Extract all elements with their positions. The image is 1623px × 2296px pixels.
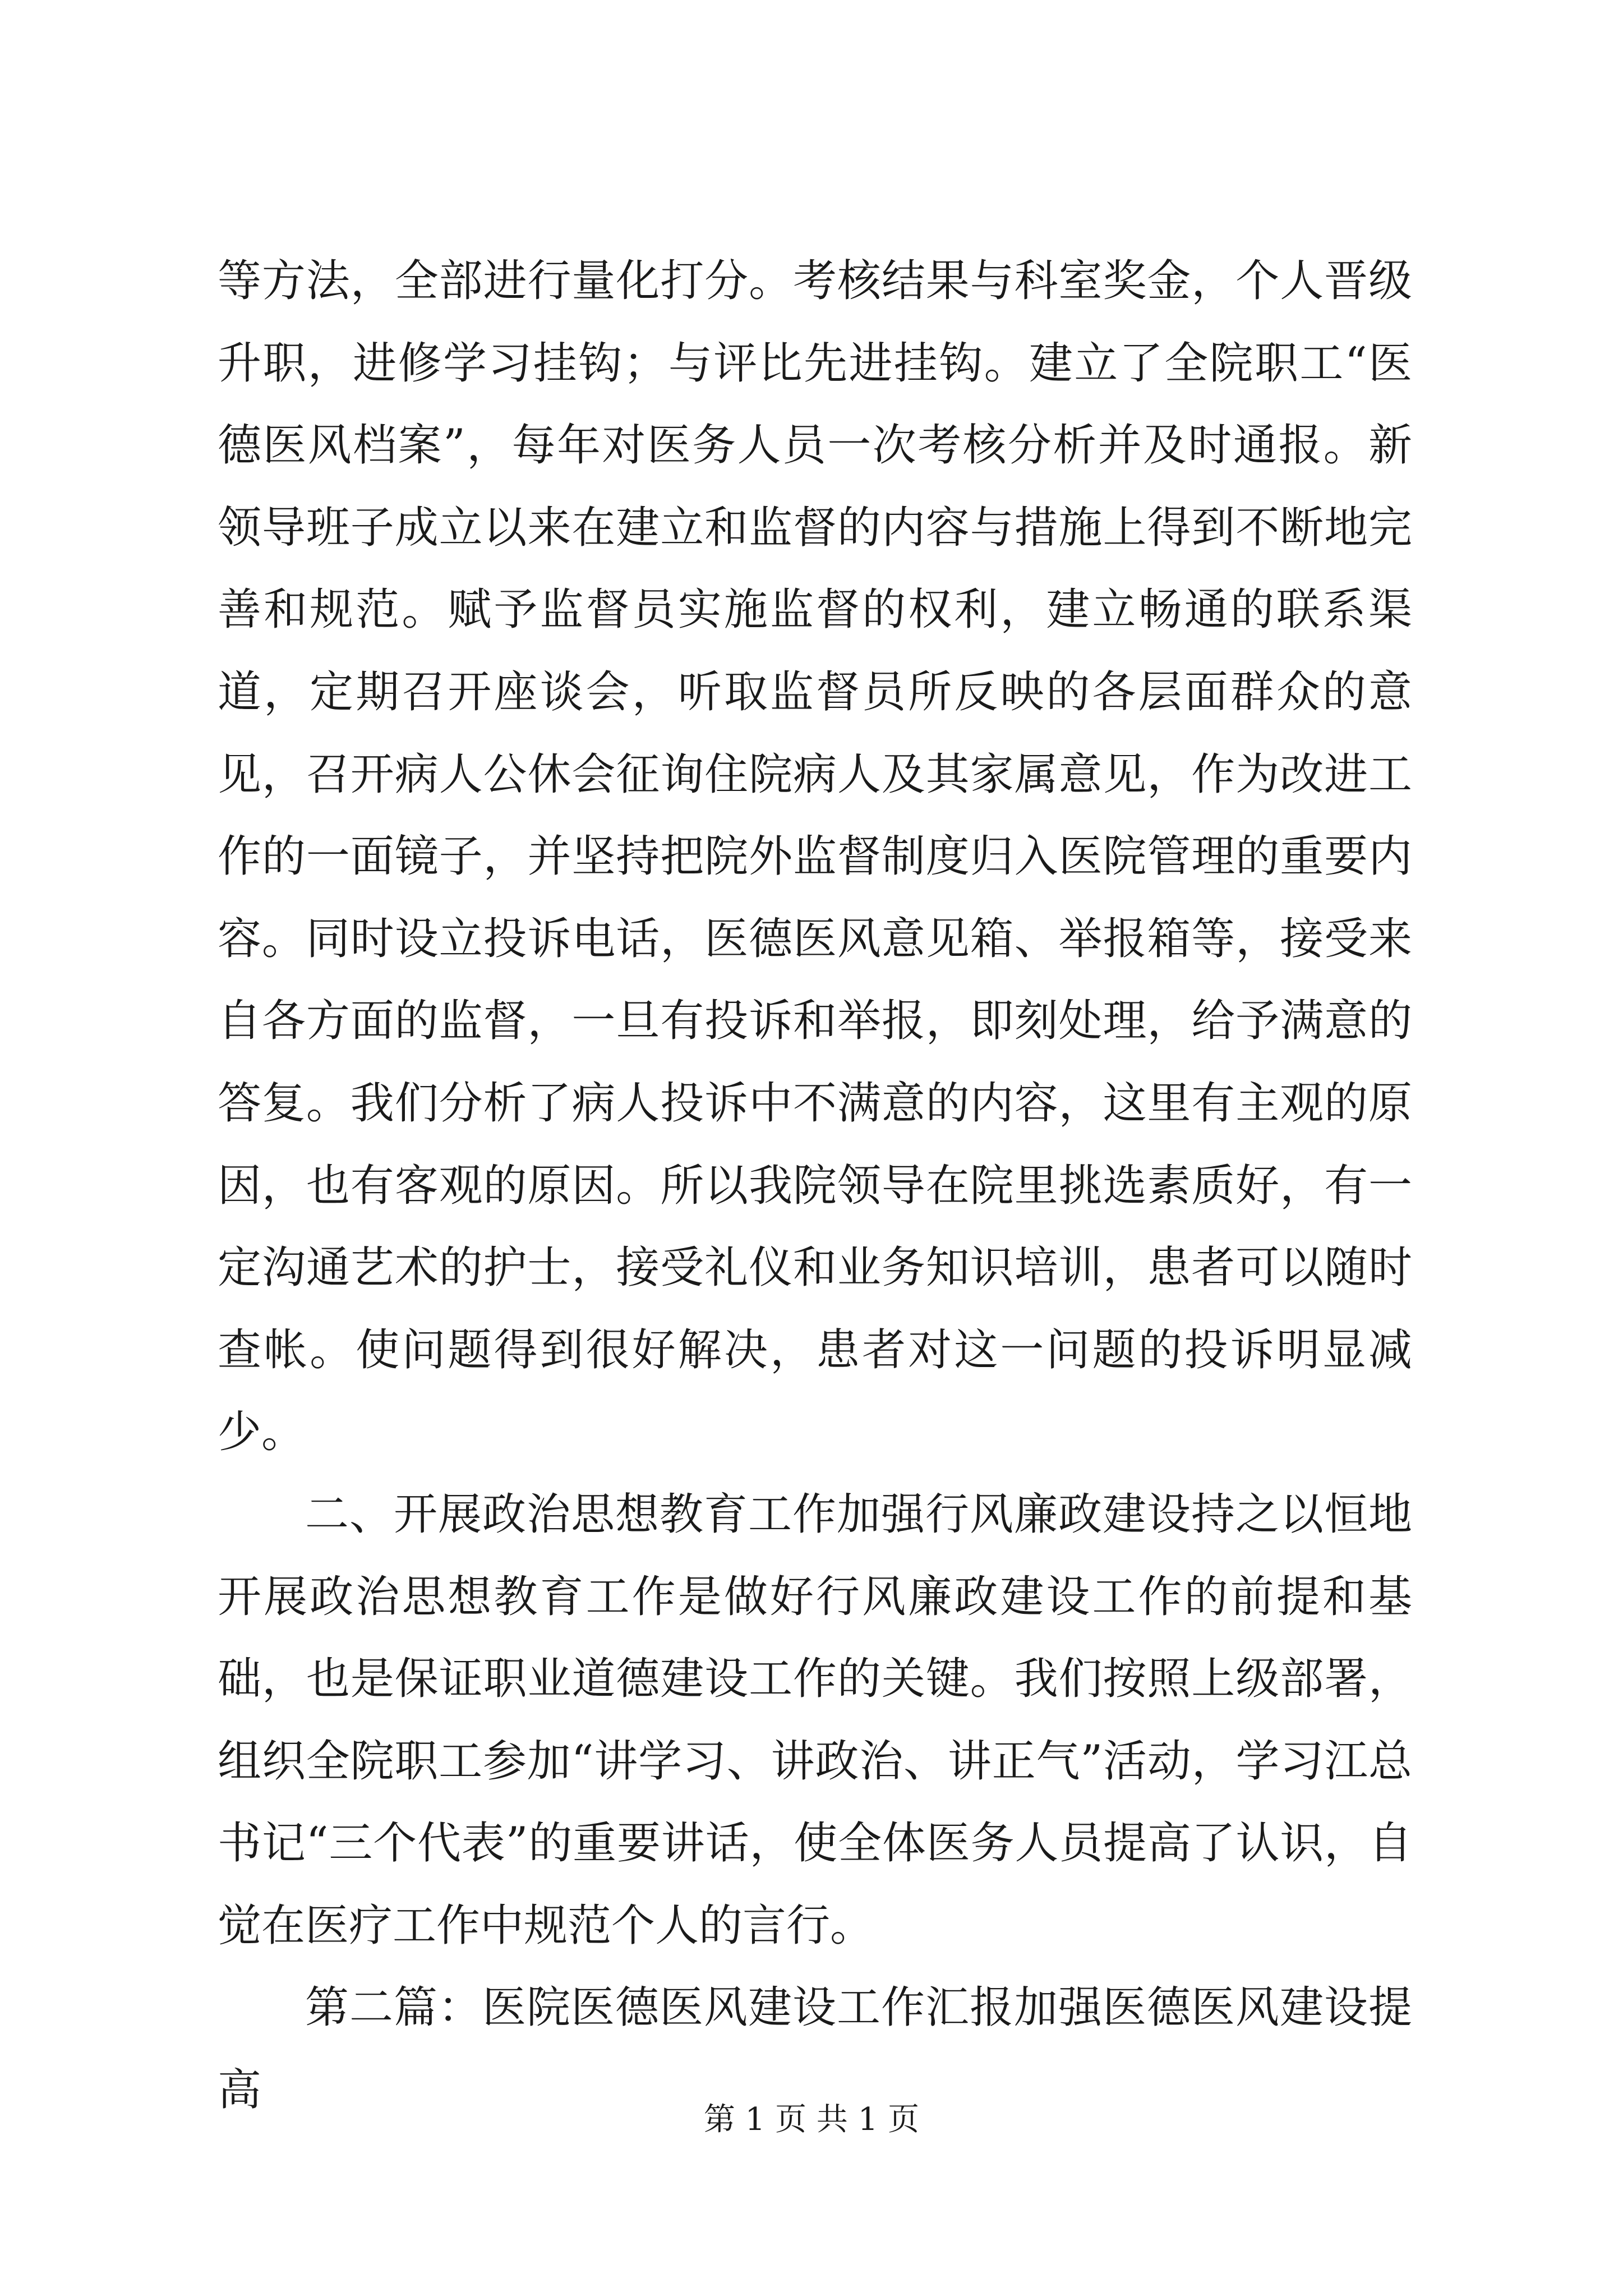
document-body [218, 240, 1412, 2132]
page-footer: 第 1 页 共 1 页 [703, 2101, 920, 2138]
paragraph-2: 二、开展政治思想教育工作加强行风廉政建设持之以恒地开展政治思想教育工作是做好行风廉政建设工作的前提和基础，也是保证职业道德建设工作的关键。我们按照上级部署，组织全院职工参加“讲学习、讲政治、讲正气”活动，学习江总书记“三个代表”的重要讲话，使全体医务人员提高了认识，自觉在医疗工作中规范个人的言行。 [218, 1489, 1412, 1951]
paragraph-3-heading: 第二篇：医院医德医风建设工作汇报加强医德医风建设提高 [218, 1982, 1412, 2116]
paragraph-1: 等方法，全部进行量化打分。考核结果与科室奖金，个人晋级升职，进修学习挂钩；与评比先进挂钩。建立了全院职工“医德医风档案”，每年对医务人员一次考核分析并及时通报。新领导班子成立以来在建立和监督的内容与措施上得到不断地完善和规范。赋予监督员实施监督的权利，建立畅通的联系渠道，定期召开座谈会，听取监督员所反映的各层面群众的意见，召开病人公休会征询住院病人及其家属意见，作为改进工作的一面镜子，并坚持把院外监督制度归入医院管理的重要内容。同时设立投诉电话，医德医风意见箱、举报箱等，接受来自各方面的监督，一旦有投诉和举报，即刻处理，给予满意的答复。我们分析了病人投诉中不满意的内容，这里有主观的原因，也有客观的原因。所以我院领导在院里挑选素质好，有一定沟通艺术的护士，接受礼仪和业务知识培训，患者可以随时查帐。使问题得到很好解决，患者对这一问题的投诉明显减少。 [218, 256, 1412, 1458]
